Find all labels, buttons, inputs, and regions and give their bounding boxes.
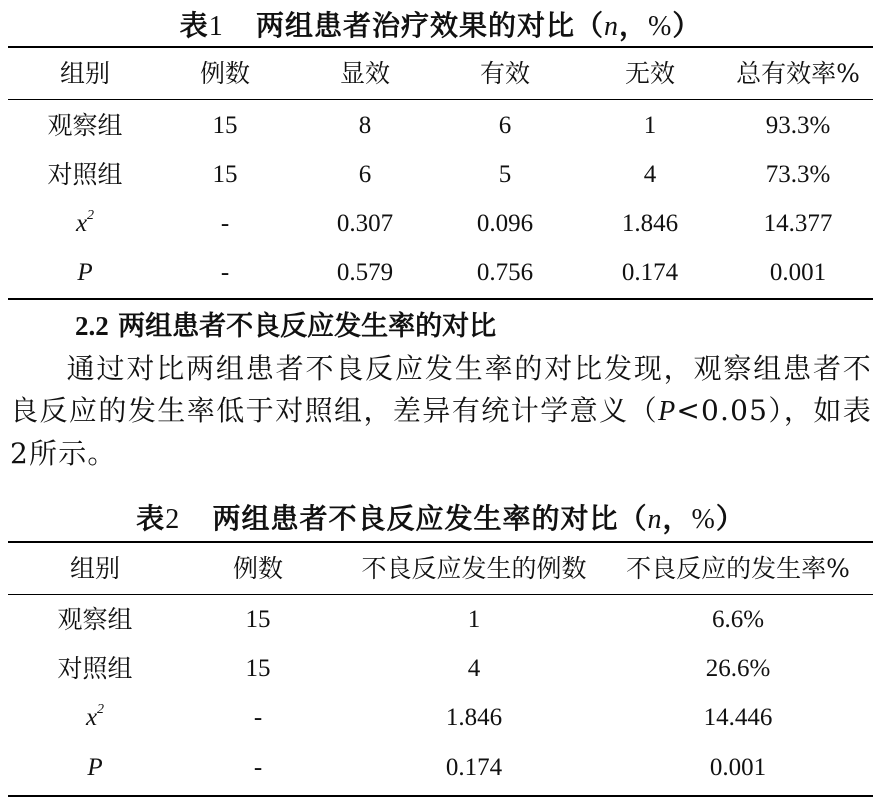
table2-header-cell: 组别: [69, 554, 120, 583]
table1-chi-cell: 14.377: [763, 210, 833, 237]
chi-superscript: 2: [97, 702, 105, 717]
table1-title-open: （: [574, 9, 604, 42]
table1-p-cell: 0.174: [621, 259, 679, 286]
table2-title-text: 两组患者不良反应发生率的对比: [212, 502, 619, 535]
section-title: 两组患者不良反应发生率的对比: [118, 311, 497, 342]
table1-chi-cell: 1.846: [621, 210, 679, 237]
table2-p-label: P: [87, 754, 103, 781]
table1-marked-cell: 8: [358, 112, 372, 139]
table2-title-number: 2: [165, 504, 181, 535]
chi-symbol: x: [85, 704, 98, 731]
table1-title-sep: ，: [618, 9, 648, 42]
table2-title-pct: %: [691, 504, 716, 535]
table1-header-rule: [8, 99, 873, 100]
table1-title-number: 1: [208, 11, 224, 42]
table1-header-cell: 显效: [339, 59, 390, 88]
table1-group-cell: 对照组: [47, 160, 123, 189]
table2-header-cell: 例数: [232, 554, 283, 583]
table1-count-cell: 15: [212, 112, 238, 139]
table-row: [0, 693, 881, 743]
table2-count-cell: 15: [245, 606, 271, 633]
table1-title: [0, 4, 881, 44]
table1-group-cell: 观察组: [47, 111, 123, 140]
table2-top-rule: [8, 541, 873, 543]
table2-title-open: （: [618, 502, 648, 535]
table2-chi-label: [20, 693, 170, 743]
table-row: [0, 595, 881, 645]
table1-p-cell: 0.579: [336, 259, 394, 286]
table2-header-cell: 不良反应的发生率%: [626, 554, 850, 583]
table-row: [0, 644, 881, 694]
table1-rate-cell: 93.3%: [765, 112, 831, 139]
table1-header-cell: 例数: [199, 59, 250, 88]
table1-title-pct: %: [647, 11, 673, 42]
paragraph-p-symbol: P: [658, 396, 677, 427]
table2-title: [0, 497, 881, 537]
table2-chi-cell: -: [253, 704, 263, 731]
table1-title-close: ）: [672, 9, 702, 42]
table1-p-cell: -: [220, 259, 230, 286]
table1-p-cell: 0.001: [769, 259, 827, 286]
table1-effective-cell: 5: [498, 161, 512, 188]
table-row: [0, 199, 881, 249]
table2-adverse-rate-cell: 26.6%: [705, 655, 771, 682]
table2-adverse-rate-cell: 6.6%: [711, 606, 765, 633]
table1-ineffective-cell: 4: [643, 161, 657, 188]
table2-title-sep: ，: [662, 502, 692, 535]
chi-symbol: x: [75, 210, 88, 237]
table2-p-cell: 0.174: [445, 754, 503, 781]
table2-bottom-rule: [8, 795, 873, 797]
body-paragraph: [10, 348, 872, 475]
table1-count-cell: 15: [212, 161, 238, 188]
table1-title-prefix: 表: [179, 9, 209, 42]
table1-chi-cell: -: [220, 210, 230, 237]
table-row: [0, 248, 881, 298]
table2-count-cell: 15: [245, 655, 271, 682]
table-row: [0, 150, 881, 200]
table1-rate-cell: 73.3%: [765, 161, 831, 188]
table2-chi-cell: 1.846: [445, 704, 503, 731]
table2-p-cell: 0.001: [709, 754, 767, 781]
table1-p-cell: 0.756: [476, 259, 534, 286]
table-row: [0, 101, 881, 151]
table1-chi-cell: 0.096: [476, 210, 534, 237]
table1-p-label: P: [77, 259, 93, 286]
table2-p-cell: -: [253, 754, 263, 781]
table2-title-prefix: 表: [136, 502, 166, 535]
table1-ineffective-cell: 1: [643, 112, 657, 139]
table1-header-row: [0, 49, 881, 99]
table1-title-text: 两组患者治疗效果的对比: [255, 9, 575, 42]
table1-effective-cell: 6: [498, 112, 512, 139]
table2-group-cell: 观察组: [57, 605, 133, 634]
table2-adverse-count-cell: 4: [467, 655, 481, 682]
table1-header-cell: 有效: [479, 59, 530, 88]
table2-title-close: ）: [715, 502, 745, 535]
table1-chi-label: [20, 199, 150, 249]
table1-header-cell: 总有效率%: [736, 59, 860, 88]
paragraph-text-end: <0.05），如表2所示。: [10, 394, 873, 470]
table2-title-n: n: [647, 504, 663, 535]
paragraph-text: 通过对比两组患者不良反应发生率的对比发现，观察组患者不良反应的发生率低于对照组，差异有统计学意义（: [10, 352, 872, 427]
section-number: 2.2: [75, 311, 109, 341]
table1-marked-cell: 6: [358, 161, 372, 188]
table2-group-cell: 对照组: [57, 654, 133, 683]
table2-header-cell: 不良反应发生的例数: [361, 554, 587, 583]
table1-chi-cell: 0.307: [336, 210, 394, 237]
table2-header-row: [0, 544, 881, 594]
table1-header-cell: 无效: [624, 59, 675, 88]
table2-adverse-count-cell: 1: [467, 606, 481, 633]
table1-top-rule: [8, 46, 873, 48]
table1-bottom-rule: [8, 298, 873, 300]
table-row: [0, 743, 881, 793]
table1-header-cell: 组别: [59, 59, 110, 88]
section-heading: [75, 304, 496, 343]
chi-superscript: 2: [87, 208, 95, 223]
table2-chi-cell: 14.446: [703, 704, 773, 731]
table1-title-n: n: [603, 11, 619, 42]
